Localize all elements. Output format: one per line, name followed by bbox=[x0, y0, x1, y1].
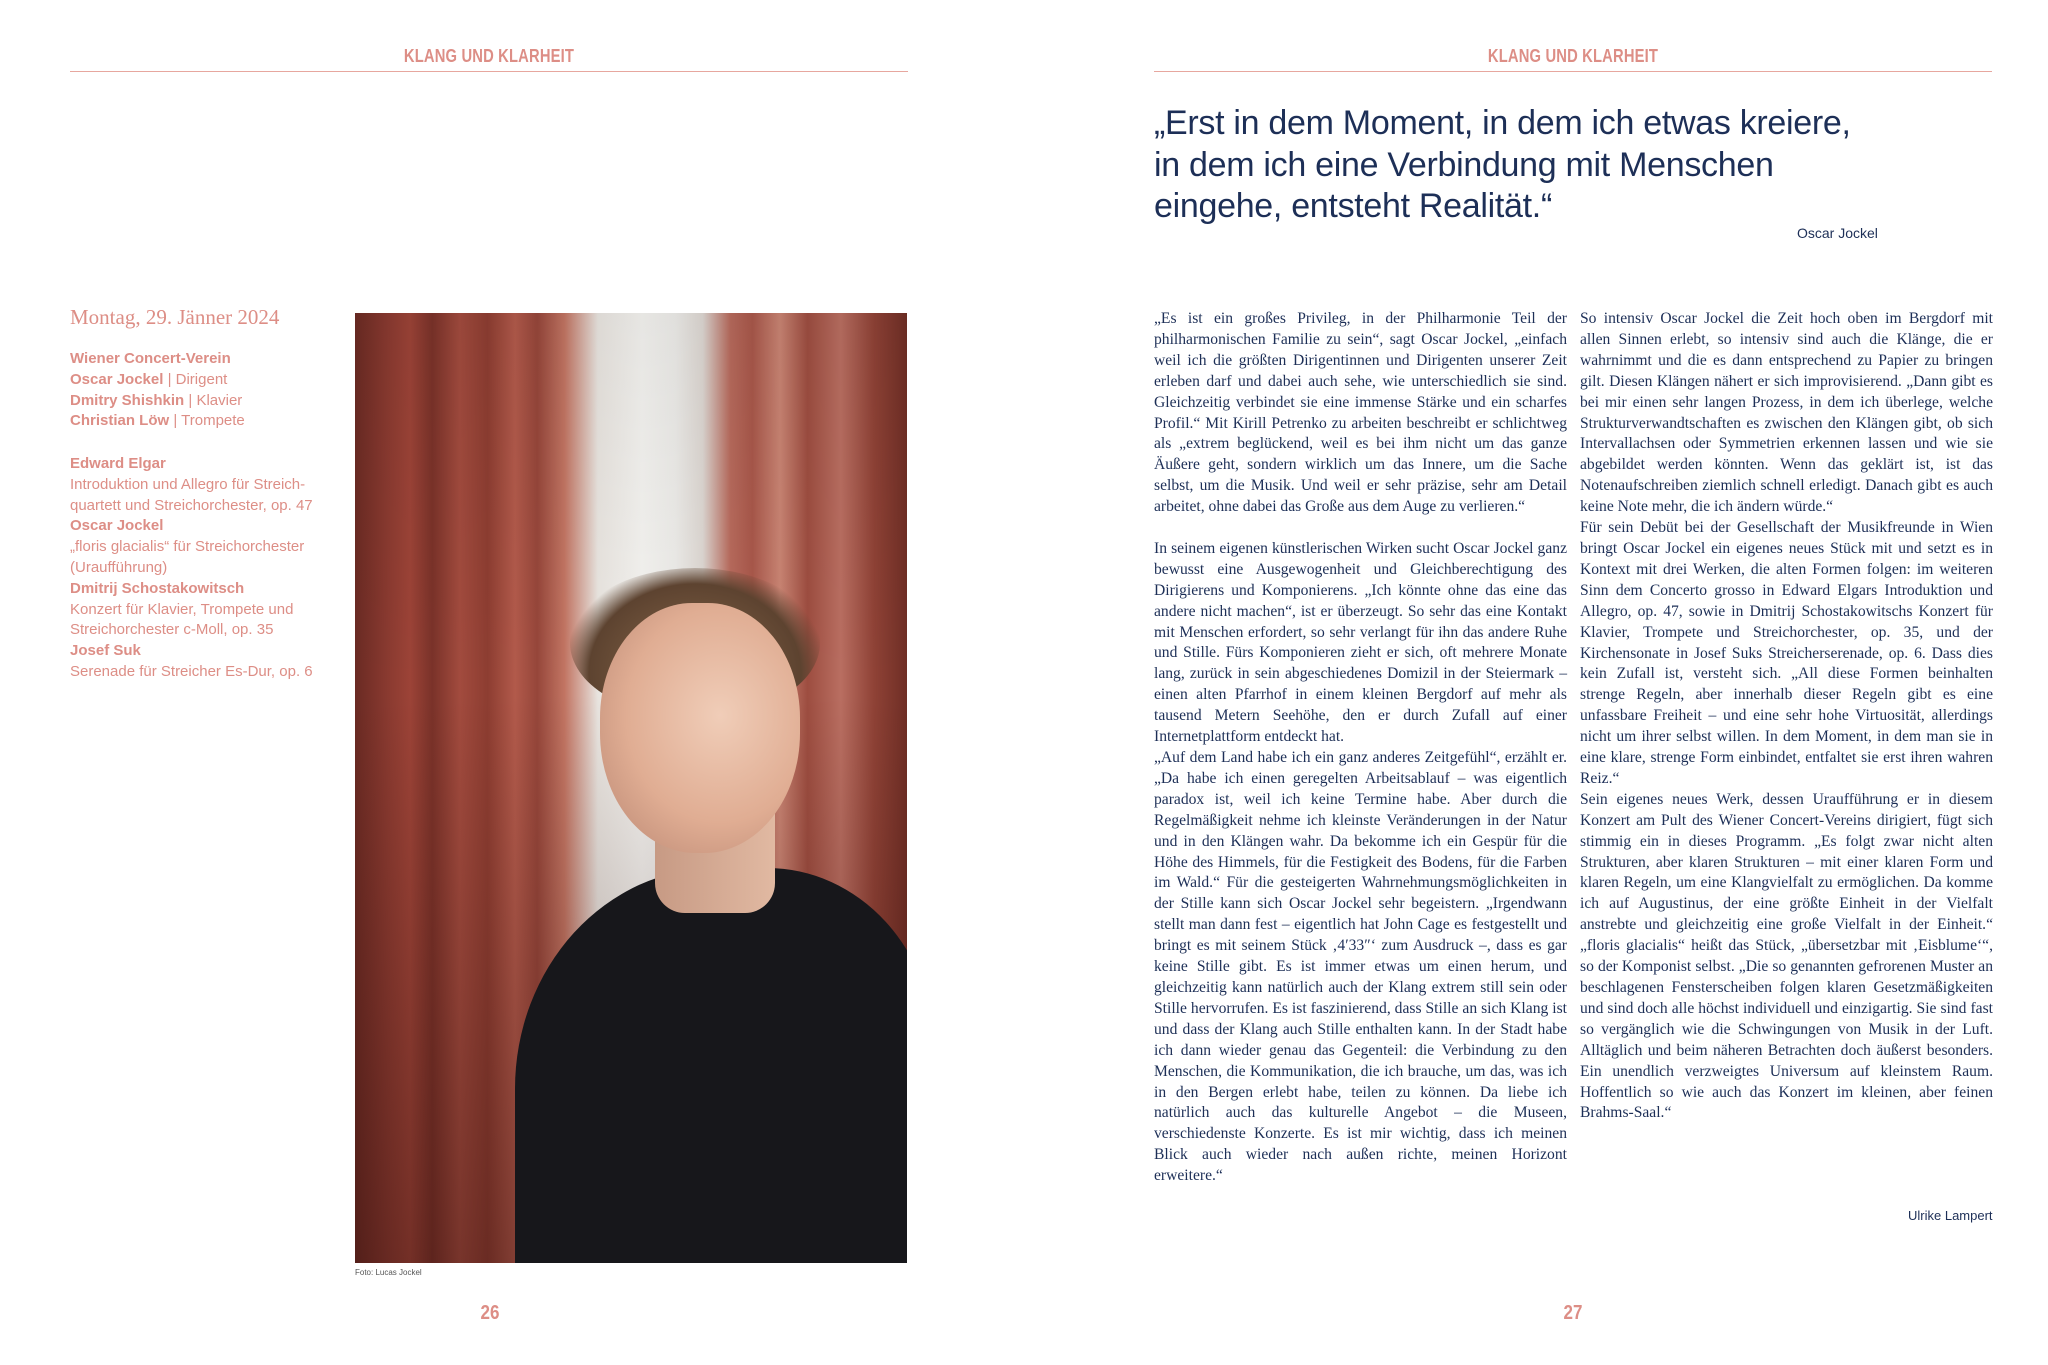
performer-name: Dmitry Shishkin bbox=[70, 391, 185, 409]
composer-name: Dmitrij Schostakowitsch bbox=[70, 579, 245, 597]
paragraph: „Es ist ein großes Privileg, in der Philharmonie Teil der philharmonischen Familie zu sein“, sagt Oscar Jockel, „einfach weil ich die größten Dirigentinnen und Dirigenten unserer Zeit erleben darf und dabei auch sehe, wie unterschiedlich sie sind. Gleichzeitig verbindet sie eine immense Stärke und ein scharfes Profil.“ Mit Kirill Petrenko zu arbeiten beschreibt er schlichtweg als „extrem beglückend, weil es bei ihm nicht um das ganze Äußere geht, sondern wirklich um das Innere, um die Sache selbst, um die Musik. Und weil er sehr präzise, sehr am Detail arbeitet, ohne dabei das Große aus dem Auge zu verlieren.“ bbox=[1154, 310, 1567, 516]
composer-name: Edward Elgar bbox=[70, 455, 166, 472]
running-head-left: KLANG UND KLARHEIT bbox=[403, 46, 575, 66]
header-rule-left bbox=[70, 71, 908, 72]
composer-name: Josef Suk bbox=[70, 642, 141, 660]
performer-entry bbox=[70, 349, 340, 370]
performer-name: Oscar Jockel bbox=[70, 370, 164, 388]
performer-name: Christian Löw bbox=[70, 412, 170, 430]
paragraph: So intensiv Oscar Jockel die Zeit hoch oben im Bergdorf mit allen Sinnen erlebt, so intensiv sind auch die Klänge, die er wahrnimmt und die es dann entsprechend zu Papier zu bringen gilt. Diesen Klängen nähert er sich improvisierend. „Dann gibt es bei mir einen sehr langen Prozess, in dem ich überlege, welche Strukturverwandtschaften es zwischen den Klängen gibt, ob sich Intervallachsen oder Symmetrien erkennen lassen und wie sie abgebildet werden könnten. Wenn das geklärt ist, ist das Notenaufschreiben ziemlich schnell erledigt. Danach gibt es auch keine Note mehr, die ich ändern würde.“ bbox=[1580, 310, 1993, 516]
performer-entry bbox=[70, 370, 340, 391]
separator: | bbox=[163, 370, 176, 388]
program-list bbox=[70, 454, 340, 683]
page-number-right: 27 bbox=[1563, 1302, 1583, 1324]
performer-role: Trompete bbox=[181, 412, 245, 430]
performer-name: Wiener Concert-Verein bbox=[70, 350, 231, 367]
work-title: quartett und Streichorchester, op. 47 bbox=[70, 496, 313, 514]
separator: | bbox=[184, 391, 197, 409]
quote-attribution: Oscar Jockel bbox=[1797, 225, 1878, 241]
page-number-left: 26 bbox=[480, 1302, 500, 1324]
pull-quote-line: „Erst in dem Moment, in dem ich etwas kreiere, bbox=[1154, 104, 1851, 142]
running-head-right: KLANG UND KLARHEIT bbox=[1487, 46, 1659, 66]
article-column-2 bbox=[1580, 309, 1993, 1124]
composer-name: Oscar Jockel bbox=[70, 517, 164, 535]
photo-credit: Foto: Lucas Jockel bbox=[355, 1268, 422, 1277]
work-title: (Uraufführung) bbox=[70, 558, 168, 576]
work-title: „floris glacialis“ für Streichorchester bbox=[70, 538, 305, 556]
photo-figure-head bbox=[600, 603, 800, 853]
portrait-photo bbox=[355, 313, 907, 1263]
performer-entry bbox=[70, 391, 340, 412]
header-rule-right bbox=[1154, 71, 1992, 72]
pull-quote-line: eingehe, entsteht Realität.“ bbox=[1154, 187, 1552, 225]
article-author: Ulrike Lampert bbox=[1908, 1208, 1993, 1223]
pull-quote bbox=[1154, 103, 1914, 228]
performer-role: Klavier bbox=[196, 391, 243, 409]
performer-list bbox=[70, 349, 340, 432]
paragraph: Sein eigenes neues Werk, dessen Uraufführung er in diesem Konzert am Pult des Wiener Concert-Vereins dirigiert, fügt sich stimmig ein in dieses Programm. „Es folgt zwar nicht alten Strukturen, aber klaren Strukturen – mit einer klaren Form und klaren Regeln, um eine Klangvielfalt zu ermöglichen. Da komme ich auf Augustinus, der eine größte Einheit in der Vielfalt anstrebte und gleichzeitig eine große Vielfalt in der Einheit.“ „floris glacialis“ heißt das Stück, „übersetzbar mit ‚Eisblume‘“, so der Komponist selbst. „Die so genannten gefrorenen Muster an beschlagenen Fensterscheiben folgen klaren Gesetzmäßigkeiten und sind doch alle höchst individuell und einzigartig. Sie sind fast so vergänglich wie die Schwingungen von Musik in der Luft. Alltäglich und beim näheren Betrachten doch äußerst besonders. Ein unendlich verzweigtes Universum auf kleinstem Raum. Hoffentlich so wie auch das Konzert im kleinen, aber feinen Brahms-Saal.“ bbox=[1580, 790, 1993, 1122]
pull-quote-line: in dem ich eine Verbindung mit Menschen bbox=[1154, 145, 1774, 184]
performer-role: Dirigent bbox=[175, 370, 228, 388]
work-title: Serenade für Streicher Es-Dur, op. 6 bbox=[70, 662, 313, 680]
paragraph: „Auf dem Land habe ich ein ganz anderes Zeitgefühl“, erzählt er. „Da habe ich einen geregelten Arbeitsablauf – was eigentlich paradox ist, weil ich keine Termine habe. Aber durch die Regelmäßigkeit nehme ich kleinste Veränderungen in der Natur und in den Klängen wahr. Da bekomme ich ein Gespür für die Höhe des Himmels, für die Festigkeit des Bodens, für die Farben im Wald.“ Für die gesteigerten Wahrnehmungsmöglichkeiten in der Stille kann sich Oscar Jockel sehr begeistern. „Irgendwann stellt man dann fest – eigentlich hat John Cage es festgestellt und bringt es mit seinem Stück ‚4′33″‘ zum Ausdruck –, dass es gar keine Stille gibt. Es ist immer etwas um einen herum, und gleichzeitig kann natürlich auch der Klang extrem still sein oder Stille hervorrufen. Es ist faszinierend, dass Stille an sich Klang ist und dass der Klang auch Stille enthalten kann. In der Stadt habe ich dann wieder genau das Gegenteil: die Verbindung zu den Menschen, die Kommunikation, die ich brauche, um das, was ich in den Bergen erlebt habe, teilen zu können. Da liebe ich natürlich auch das kulturelle Angebot – die Museen, verschiedenste Konzerte. Es ist mir wichtig, dass ich meinen Blick auch wieder nach außen richte, meinen Horizont erweitere.“ bbox=[1154, 749, 1567, 1185]
separator: | bbox=[169, 412, 182, 430]
work-title: Streichorchester c-Moll, op. 35 bbox=[70, 621, 274, 639]
work-title: Konzert für Klavier, Trompete und bbox=[70, 600, 294, 618]
concert-date: Montag, 29. Jänner 2024 bbox=[70, 305, 280, 329]
work-title: Introduktion und Allegro für Streich- bbox=[70, 475, 306, 493]
article-column-1 bbox=[1154, 309, 1567, 1187]
paragraph: In seinem eigenen künstlerischen Wirken sucht Oscar Jockel ganz bewusst eine Ausgewogenheit und Gleichberechtigung des Dirigierens und Komponierens. „Ich könnte ohne das eine das andere nicht machen“, ist er überzeugt. So sehr das eine Kontakt mit Menschen erfordert, so sehr verlangt für ihn das andere Ruhe und Stille. Fürs Komponieren zieht er sich, oft mehrere Monate lang, zurück in sein abgeschiedenes Domizil in der Steiermark – einen alten Pfarrhof in einem kleinen Bergdorf auf mehr als tausend Metern Seehöhe, den er durch Zufall auf einer Internetplattform entdeckt hat. bbox=[1154, 539, 1567, 746]
performer-entry bbox=[70, 411, 340, 432]
paragraph: Für sein Debüt bei der Gesellschaft der Musikfreunde in Wien bringt Oscar Jockel ein eigenes neues Stück mit und setzt es in Kontext mit drei Werken, die alten Formen folgen: im weiteren Sinn dem Concerto grosso in Edward Elgars Introduktion und Allegro, op. 47, sowie in Dmitrij Schostakowitschs Konzert für Klavier, Trompete und Streichorchester, op. 35, und der Kirchensonate in Josef Suks Streicherserenade, op. 6. Dass dies kein Zufall ist, versteht sich. „All diese Formen beinhalten strenge Regeln, aber innerhalb dieser Regeln gibt es eine unfassbare Freiheit – und eine sehr hohe Virtuosität, allerdings nicht um ihrer selbst willen. In dem Moment, in dem man sie in eine klare, strenge Form einbindet, entfaltet sie erst ihren wahren Reiz.“ bbox=[1580, 519, 1993, 787]
